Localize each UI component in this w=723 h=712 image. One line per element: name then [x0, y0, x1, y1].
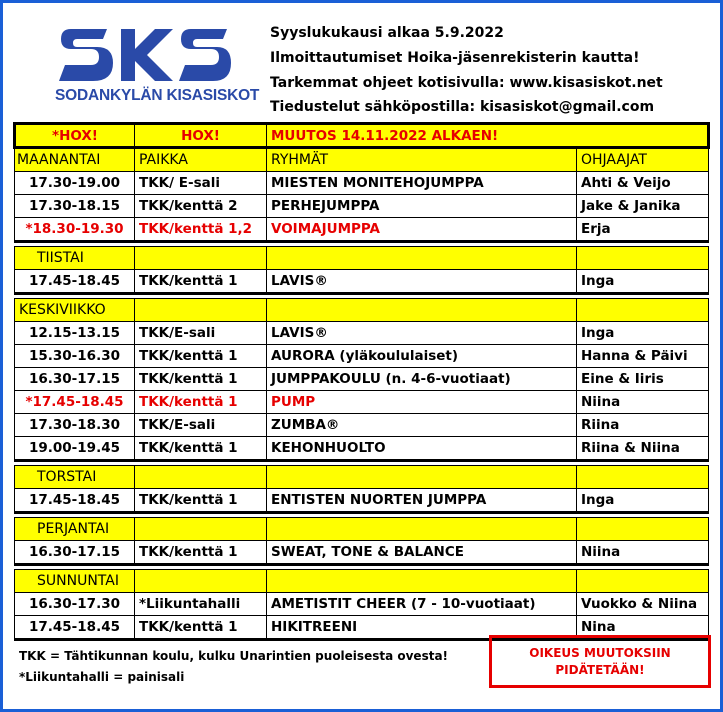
instructors-header: OHJAAJAT: [577, 148, 709, 172]
instructor-cell: Erja: [577, 218, 709, 242]
time-cell: 17.30-18.30: [15, 414, 135, 437]
table-row: [15, 172, 709, 195]
time-cell: *17.45-18.45: [15, 391, 135, 414]
instructor-cell: Eine & Iiris: [577, 368, 709, 391]
table-row: [15, 368, 709, 391]
instructor-cell: Riina: [577, 414, 709, 437]
group-cell: HIKITREENI: [267, 616, 577, 640]
group-cell: VOIMAJUMPPA: [267, 218, 577, 242]
time-cell: 17.45-18.45: [15, 616, 135, 640]
place-cell: TKK/kenttä 1: [135, 437, 267, 461]
time-cell: 16.30-17.15: [15, 541, 135, 565]
group-cell: KEHONHUOLTO: [267, 437, 577, 461]
groups-header: RYHMÄT: [267, 148, 577, 172]
group-cell: PUMP: [267, 391, 577, 414]
group-cell: AMETISTIT CHEER (7 - 10-vuotiaat): [267, 593, 577, 616]
reserve-rights-box: [489, 635, 711, 688]
day-row-thursday: [15, 466, 709, 489]
place-cell: TKK/kenttä 1: [135, 391, 267, 414]
place-cell: TKK/kenttä 1: [135, 270, 267, 294]
reserve-text-line2: PIDÄTETÄÄN!: [555, 662, 645, 677]
instructor-cell: Niina: [577, 541, 709, 565]
season-start-text: Syyslukukausi alkaa 5.9.2022: [270, 25, 504, 41]
group-cell: PERHEJUMPPA: [267, 195, 577, 218]
place-cell: TKK/kenttä 1,2: [135, 218, 267, 242]
day-label: SUNNUNTAI: [15, 570, 135, 593]
hall-note: *Liikuntahalli = painisali: [19, 670, 185, 684]
instructor-cell: Hanna & Päivi: [577, 345, 709, 368]
table-row: [15, 593, 709, 616]
hox-cell: HOX!: [135, 124, 267, 148]
place-cell: TKK/kenttä 1: [135, 368, 267, 391]
registration-text: Ilmoittautumiset Hoika-jäsenrekisterin kautta!: [270, 50, 640, 66]
day-label: TIISTAI: [15, 247, 135, 270]
hox-cell: *HOX!: [15, 124, 135, 148]
table-row: [15, 218, 709, 242]
place-cell: TKK/kenttä 1: [135, 489, 267, 513]
group-cell: LAVIS®: [267, 270, 577, 294]
group-cell: JUMPPAKOULU (n. 4-6-vuotiaat): [267, 368, 577, 391]
day-label: KESKIVIIKKO: [15, 299, 135, 322]
place-cell: TKK/kenttä 1: [135, 345, 267, 368]
instructor-cell: Inga: [577, 322, 709, 345]
group-cell: SWEAT, TONE & BALANCE: [267, 541, 577, 565]
table-row: [15, 541, 709, 565]
table-row: [15, 322, 709, 345]
instructor-cell: Riina & Niina: [577, 437, 709, 461]
column-header-row: [15, 148, 709, 172]
place-cell: *Liikuntahalli: [135, 593, 267, 616]
time-cell: 17.45-18.45: [15, 270, 135, 294]
time-cell: *18.30-19.30: [15, 218, 135, 242]
time-cell: 16.30-17.15: [15, 368, 135, 391]
email-text: Tiedustelut sähköpostilla: kisasiskot@gmail.com: [270, 99, 655, 115]
instructor-cell: Inga: [577, 489, 709, 513]
instructor-cell: Nina: [577, 616, 709, 640]
logo-text: SODANKYLÄN KISASISKOT: [55, 87, 260, 104]
table-row: [15, 489, 709, 513]
time-cell: 17.30-19.00: [15, 172, 135, 195]
time-cell: 17.30-18.15: [15, 195, 135, 218]
tkk-note: TKK = Tähtikunnan koulu, kulku Unarintien puoleisesta ovesta!: [19, 649, 449, 663]
place-cell: TKK/E-sali: [135, 322, 267, 345]
place-cell: TKK/E-sali: [135, 414, 267, 437]
notice-row: [15, 124, 709, 148]
day-row-wednesday: [15, 299, 709, 322]
time-cell: 19.00-19.45: [15, 437, 135, 461]
instructor-cell: Jake & Janika: [577, 195, 709, 218]
place-cell: TKK/kenttä 1: [135, 616, 267, 640]
instructor-cell: Ahti & Veijo: [577, 172, 709, 195]
place-header: PAIKKA: [135, 148, 267, 172]
group-cell: ZUMBA®: [267, 414, 577, 437]
group-cell: LAVIS®: [267, 322, 577, 345]
club-logo: [55, 25, 260, 111]
instructor-cell: Inga: [577, 270, 709, 294]
time-cell: 17.45-18.45: [15, 489, 135, 513]
place-cell: TKK/kenttä 1: [135, 541, 267, 565]
day-row-friday: [15, 518, 709, 541]
instructor-cell: Niina: [577, 391, 709, 414]
place-cell: TKK/ E-sali: [135, 172, 267, 195]
place-cell: TKK/kenttä 2: [135, 195, 267, 218]
table-row: [15, 414, 709, 437]
table-row: [15, 195, 709, 218]
table-row: [15, 270, 709, 294]
day-label: TORSTAI: [15, 466, 135, 489]
group-cell: ENTISTEN NUORTEN JUMPPA: [267, 489, 577, 513]
website-text: Tarkemmat ohjeet kotisivulla: www.kisasiskot.net: [270, 75, 663, 91]
group-cell: MIESTEN MONITEHOJUMPPA: [267, 172, 577, 195]
table-row: [15, 391, 709, 414]
reserve-text-line1: OIKEUS MUUTOKSIIN: [529, 645, 671, 660]
time-cell: 15.30-16.30: [15, 345, 135, 368]
table-row: [15, 345, 709, 368]
day-row-sunday: [15, 570, 709, 593]
day-label: PERJANTAI: [15, 518, 135, 541]
table-row: [15, 437, 709, 461]
group-cell: AURORA (yläkoululaiset): [267, 345, 577, 368]
day-header: MAANANTAI: [15, 148, 135, 172]
time-cell: 16.30-17.30: [15, 593, 135, 616]
time-cell: 12.15-13.15: [15, 322, 135, 345]
day-row-tuesday: [15, 247, 709, 270]
schedule-table: [13, 122, 710, 641]
sks-logo-icon: [55, 25, 235, 87]
instructor-cell: Vuokko & Niina: [577, 593, 709, 616]
change-notice: MUUTOS 14.11.2022 ALKAEN!: [267, 124, 709, 148]
